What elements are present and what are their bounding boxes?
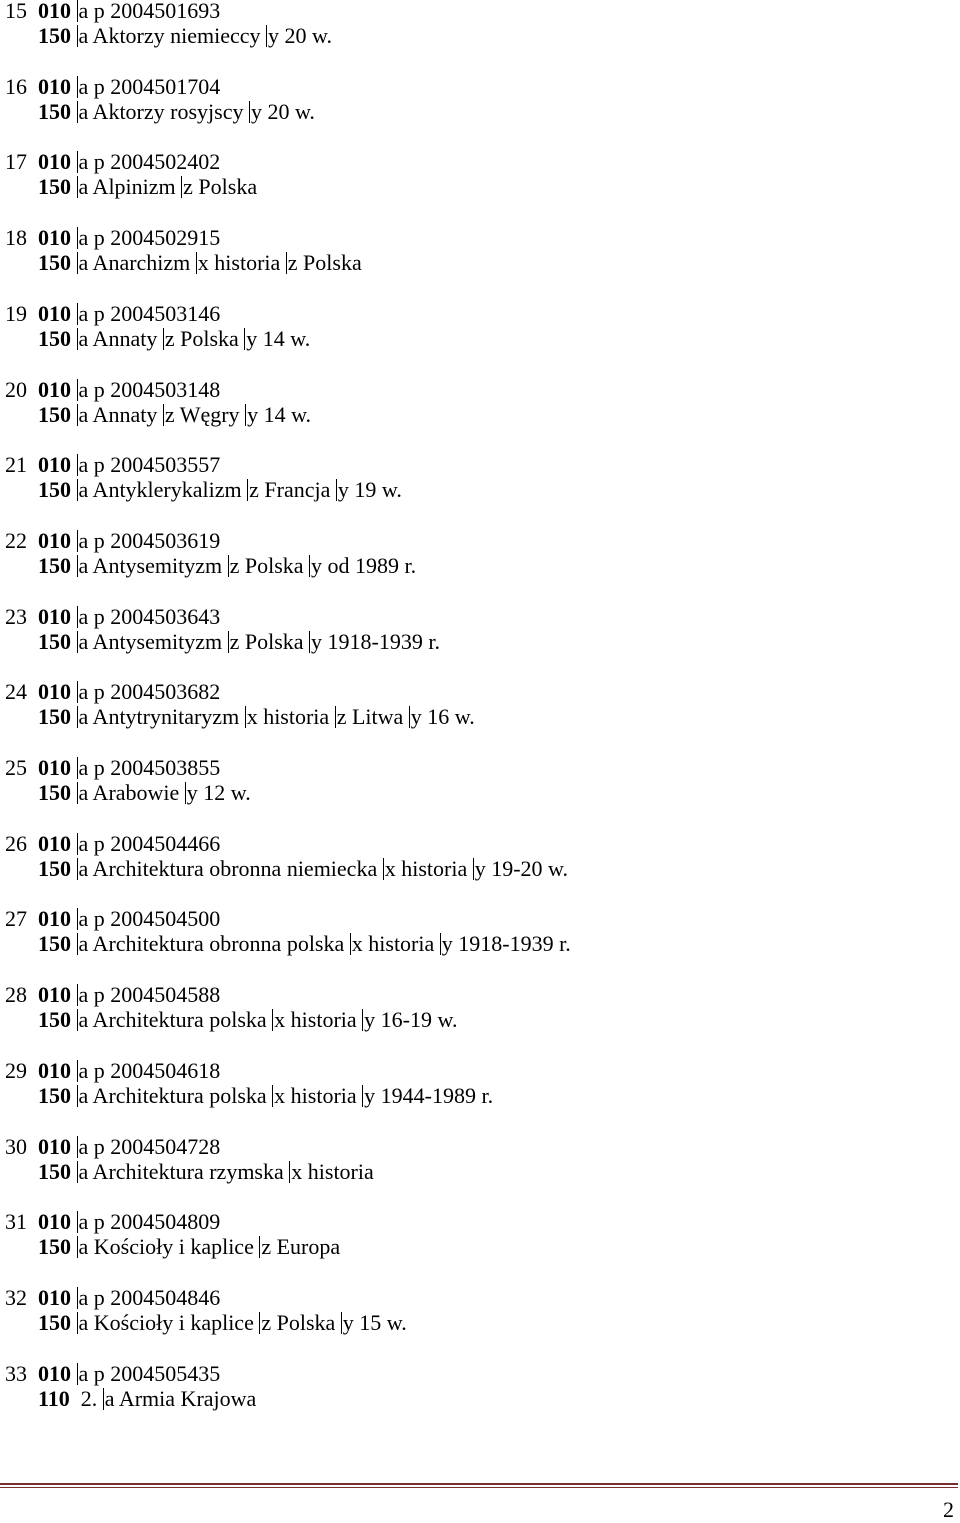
subfield-delimiter: [77, 379, 78, 401]
subfield-delimiter: [77, 1009, 78, 1031]
subfield-text: a Antytrynitaryzm: [78, 704, 245, 729]
subfield-delimiter: [77, 176, 78, 198]
record-line-heading: [38, 1083, 493, 1109]
record-number: 22: [5, 528, 27, 553]
subfield-delimiter: [228, 555, 229, 577]
subfield-delimiter: [77, 76, 78, 98]
record-line-010: [5, 225, 220, 251]
subfield-text: y 15 w.: [342, 1310, 407, 1335]
marc-tag: 150: [38, 856, 71, 881]
record-line-010: [5, 1058, 220, 1084]
subfield-delimiter: [335, 706, 336, 728]
marc-tag: 150: [38, 99, 71, 124]
subfield-delimiter: [77, 530, 78, 552]
subfield-text: a p 2004503682: [78, 679, 221, 704]
subfield-delimiter: [77, 303, 78, 325]
record-line-010: [5, 755, 220, 781]
record-number: 20: [5, 377, 27, 402]
marc-tag: 150: [38, 174, 71, 199]
subfield-text: z Polska: [183, 174, 258, 199]
subfield-text: a p 2004504466: [78, 831, 221, 856]
marc-tag: 150: [38, 402, 71, 427]
subfield-text: y 20 w.: [268, 23, 333, 48]
record-number: 25: [5, 755, 27, 780]
marc-tag: 150: [38, 23, 71, 48]
marc-tag: 010: [38, 377, 71, 402]
marc-tag: 010: [38, 1058, 71, 1083]
record-number: 26: [5, 831, 27, 856]
record-line-heading: [38, 477, 402, 503]
subfield-delimiter: [77, 782, 78, 804]
subfield-delimiter: [77, 454, 78, 476]
subfield-text: a p 2004504846: [78, 1285, 221, 1310]
subfield-text: x historia: [274, 1083, 363, 1108]
record-number: 19: [5, 301, 27, 326]
record-line-010: [5, 604, 220, 630]
record-line-heading: [38, 1159, 374, 1185]
subfield-text: a Aktorzy niemieccy: [78, 23, 267, 48]
marc-tag: 150: [38, 1007, 71, 1032]
subfield-text: a Architektura rzymska: [78, 1159, 290, 1184]
subfield-delimiter: [77, 984, 78, 1006]
subfield-text: a p 2004502915: [78, 225, 221, 250]
record-number: 23: [5, 604, 27, 629]
record-line-010: [5, 1209, 220, 1235]
subfield-text: a Armia Krajowa: [104, 1386, 257, 1411]
record-line-heading: [38, 99, 315, 125]
subfield-text: a Aktorzy rosyjscy: [78, 99, 249, 124]
marc-tag: 010: [38, 0, 71, 23]
subfield-text: a p 2004504618: [78, 1058, 221, 1083]
record-line-010: [5, 301, 220, 327]
subfield-text: x historia: [351, 931, 440, 956]
subfield-text: x historia: [246, 704, 335, 729]
record-line-010: [5, 982, 220, 1008]
record-line-heading: [38, 704, 475, 730]
subfield-text: a p 2004504500: [78, 906, 221, 931]
record-line-heading: [38, 1386, 256, 1412]
subfield-text: y 19-20 w.: [474, 856, 569, 881]
subfield-text: z Polska: [164, 326, 245, 351]
subfield-delimiter: [77, 1085, 78, 1107]
footer-rule-thin: [0, 1487, 958, 1488]
subfield-text: a Architektura polska: [78, 1083, 273, 1108]
subfield-delimiter: [77, 25, 78, 47]
record-line-010: [5, 377, 220, 403]
subfield-text: a Antysemityzm: [78, 553, 228, 578]
record-number: 21: [5, 452, 27, 477]
subfield-delimiter: [247, 479, 248, 501]
subfield-text: z Polska: [229, 629, 310, 654]
subfield-text: a p 2004503148: [78, 377, 221, 402]
subfield-text: y 16-19 w.: [364, 1007, 458, 1032]
subfield-text: y 1944-1989 r.: [364, 1083, 494, 1108]
subfield-delimiter: [309, 631, 310, 653]
subfield-text: a Architektura obronna polska: [78, 931, 350, 956]
record-line-010: [5, 906, 220, 932]
record-line-010: [5, 0, 220, 24]
subfield-delimiter: [77, 1060, 78, 1082]
page-number: 2: [943, 1497, 954, 1522]
record-line-heading: [38, 1310, 407, 1336]
record-line-010: [5, 679, 220, 705]
subfield-delimiter: [249, 101, 250, 123]
record-line-010: [5, 1361, 220, 1387]
subfield-text: a Anarchizm: [78, 250, 196, 275]
record-line-heading: [38, 402, 311, 428]
subfield-text: z Litwa: [336, 704, 409, 729]
subfield-delimiter: [309, 555, 310, 577]
record-number: 31: [5, 1209, 27, 1234]
subfield-text: a Antyklerykalizm: [78, 477, 248, 502]
marc-tag: 010: [38, 225, 71, 250]
subfield-delimiter: [77, 227, 78, 249]
marc-tag: 110: [38, 1386, 70, 1411]
subfield-text: y 20 w.: [250, 99, 315, 124]
subfield-delimiter: [350, 933, 351, 955]
marc-tag: 150: [38, 553, 71, 578]
subfield-delimiter: [77, 404, 78, 426]
subfield-delimiter: [77, 1211, 78, 1233]
marc-tag: 150: [38, 250, 71, 275]
subfield-delimiter: [77, 1363, 78, 1385]
subfield-text: a p 2004504588: [78, 982, 221, 1007]
subfield-delimiter: [77, 1136, 78, 1158]
subfield-text: 2.: [69, 1386, 103, 1411]
subfield-delimiter: [77, 681, 78, 703]
subfield-text: a Architektura obronna niemiecka: [78, 856, 383, 881]
subfield-text: a p 2004503855: [78, 755, 221, 780]
subfield-text: a p 2004501704: [78, 74, 221, 99]
subfield-delimiter: [77, 151, 78, 173]
subfield-delimiter: [77, 479, 78, 501]
record-number: 16: [5, 74, 27, 99]
marc-tag: 010: [38, 1285, 71, 1310]
subfield-text: y 14 w.: [247, 402, 312, 427]
marc-tag: 150: [38, 629, 71, 654]
record-number: 32: [5, 1285, 27, 1310]
subfield-delimiter: [77, 606, 78, 628]
record-line-heading: [38, 553, 416, 579]
subfield-delimiter: [286, 252, 287, 274]
marc-tag: 150: [38, 1159, 71, 1184]
subfield-delimiter: [103, 1388, 104, 1410]
subfield-delimiter: [77, 757, 78, 779]
subfield-delimiter: [77, 555, 78, 577]
record-line-heading: [38, 1007, 457, 1033]
marc-tag: 010: [38, 149, 71, 174]
record-line-010: [5, 74, 220, 100]
subfield-delimiter: [77, 328, 78, 350]
record-line-heading: [38, 780, 251, 806]
subfield-text: a Antysemityzm: [78, 629, 228, 654]
subfield-delimiter: [185, 782, 186, 804]
subfield-delimiter: [77, 1287, 78, 1309]
record-number: 28: [5, 982, 27, 1007]
subfield-delimiter: [77, 1161, 78, 1183]
marc-tag: 150: [38, 1310, 71, 1335]
record-line-010: [5, 528, 220, 554]
marc-tag: 150: [38, 326, 71, 351]
subfield-text: z Polska: [229, 553, 310, 578]
marc-tag: 150: [38, 1083, 71, 1108]
subfield-text: y od 1989 r.: [311, 553, 417, 578]
subfield-delimiter: [341, 1312, 342, 1334]
marc-tag: 010: [38, 755, 71, 780]
marc-tag: 010: [38, 679, 71, 704]
record-line-010: [5, 149, 220, 175]
subfield-text: a Arabowie: [78, 780, 185, 805]
marc-tag: 150: [38, 931, 71, 956]
subfield-delimiter: [245, 404, 246, 426]
subfield-delimiter: [440, 933, 441, 955]
marc-tag: 010: [38, 74, 71, 99]
subfield-text: a p 2004503557: [78, 452, 221, 477]
marc-tag: 010: [38, 604, 71, 629]
subfield-text: a Annaty: [78, 402, 163, 427]
subfield-delimiter: [228, 631, 229, 653]
subfield-text: a Alpinizm: [78, 174, 182, 199]
subfield-text: y 19 w.: [337, 477, 402, 502]
subfield-text: a p 2004503146: [78, 301, 221, 326]
record-number: 18: [5, 225, 27, 250]
record-line-heading: [38, 23, 332, 49]
subfield-text: a Kościoły i kaplice: [78, 1234, 260, 1259]
subfield-delimiter: [266, 25, 267, 47]
subfield-text: a Annaty: [78, 326, 163, 351]
subfield-text: a p 2004503643: [78, 604, 221, 629]
marc-tag: 010: [38, 452, 71, 477]
subfield-text: a p 2004501693: [78, 0, 221, 23]
marc-tag: 010: [38, 982, 71, 1007]
subfield-delimiter: [77, 858, 78, 880]
footer-rule: [0, 1483, 958, 1485]
subfield-text: x historia: [274, 1007, 363, 1032]
record-number: 27: [5, 906, 27, 931]
subfield-delimiter: [196, 252, 197, 274]
subfield-delimiter: [77, 908, 78, 930]
subfield-text: z Węgry: [164, 402, 246, 427]
record-line-heading: [38, 856, 568, 882]
subfield-text: a p 2004505435: [78, 1361, 221, 1386]
marc-tag: 150: [38, 704, 71, 729]
record-line-heading: [38, 174, 257, 200]
record-line-010: [5, 1285, 220, 1311]
record-line-heading: [38, 629, 440, 655]
subfield-text: z Francja: [249, 477, 336, 502]
record-line-heading: [38, 1234, 340, 1260]
subfield-delimiter: [77, 1236, 78, 1258]
subfield-text: a Architektura polska: [78, 1007, 273, 1032]
record-number: 30: [5, 1134, 27, 1159]
subfield-delimiter: [77, 1312, 78, 1334]
subfield-text: a p 2004503619: [78, 528, 221, 553]
subfield-text: y 14 w.: [246, 326, 311, 351]
marc-tag: 010: [38, 528, 71, 553]
subfield-delimiter: [336, 479, 337, 501]
record-number: 15: [5, 0, 27, 23]
record-line-heading: [38, 250, 362, 276]
subfield-delimiter: [473, 858, 474, 880]
subfield-delimiter: [77, 631, 78, 653]
subfield-delimiter: [77, 933, 78, 955]
record-line-heading: [38, 326, 310, 352]
subfield-text: y 1918-1939 r.: [311, 629, 440, 654]
subfield-text: x historia: [291, 1159, 374, 1184]
marc-tag: 150: [38, 780, 71, 805]
subfield-text: y 12 w.: [186, 780, 251, 805]
subfield-text: a p 2004504809: [78, 1209, 221, 1234]
subfield-text: a p 2004502402: [78, 149, 221, 174]
subfield-delimiter: [77, 252, 78, 274]
marc-tag: 150: [38, 1234, 71, 1259]
record-number: 33: [5, 1361, 27, 1386]
record-number: 29: [5, 1058, 27, 1083]
subfield-text: a Kościoły i kaplice: [78, 1310, 260, 1335]
subfield-text: y 1918-1939 r.: [441, 931, 571, 956]
subfield-delimiter: [383, 858, 384, 880]
marc-tag: 010: [38, 1134, 71, 1159]
record-number: 17: [5, 149, 27, 174]
subfield-delimiter: [77, 706, 78, 728]
marc-tag: 010: [38, 301, 71, 326]
subfield-delimiter: [409, 706, 410, 728]
subfield-text: x historia: [384, 856, 473, 881]
subfield-delimiter: [77, 0, 78, 22]
subfield-text: y 16 w.: [410, 704, 475, 729]
marc-tag: 010: [38, 1209, 71, 1234]
subfield-delimiter: [181, 176, 182, 198]
record-line-010: [5, 452, 220, 478]
record-line-heading: [38, 931, 571, 957]
subfield-delimiter: [163, 404, 164, 426]
marc-tag: 010: [38, 831, 71, 856]
record-number: 24: [5, 679, 27, 704]
subfield-text: z Polska: [287, 250, 362, 275]
subfield-text: z Polska: [261, 1310, 341, 1335]
marc-tag: 010: [38, 906, 71, 931]
subfield-delimiter: [77, 833, 78, 855]
subfield-delimiter: [163, 328, 164, 350]
subfield-text: a p 2004504728: [78, 1134, 221, 1159]
subfield-text: x historia: [197, 250, 286, 275]
record-line-010: [5, 831, 220, 857]
subfield-text: z Europa: [261, 1234, 341, 1259]
subfield-delimiter: [77, 101, 78, 123]
record-line-010: [5, 1134, 220, 1160]
marc-tag: 150: [38, 477, 71, 502]
subfield-delimiter: [245, 706, 246, 728]
marc-tag: 010: [38, 1361, 71, 1386]
